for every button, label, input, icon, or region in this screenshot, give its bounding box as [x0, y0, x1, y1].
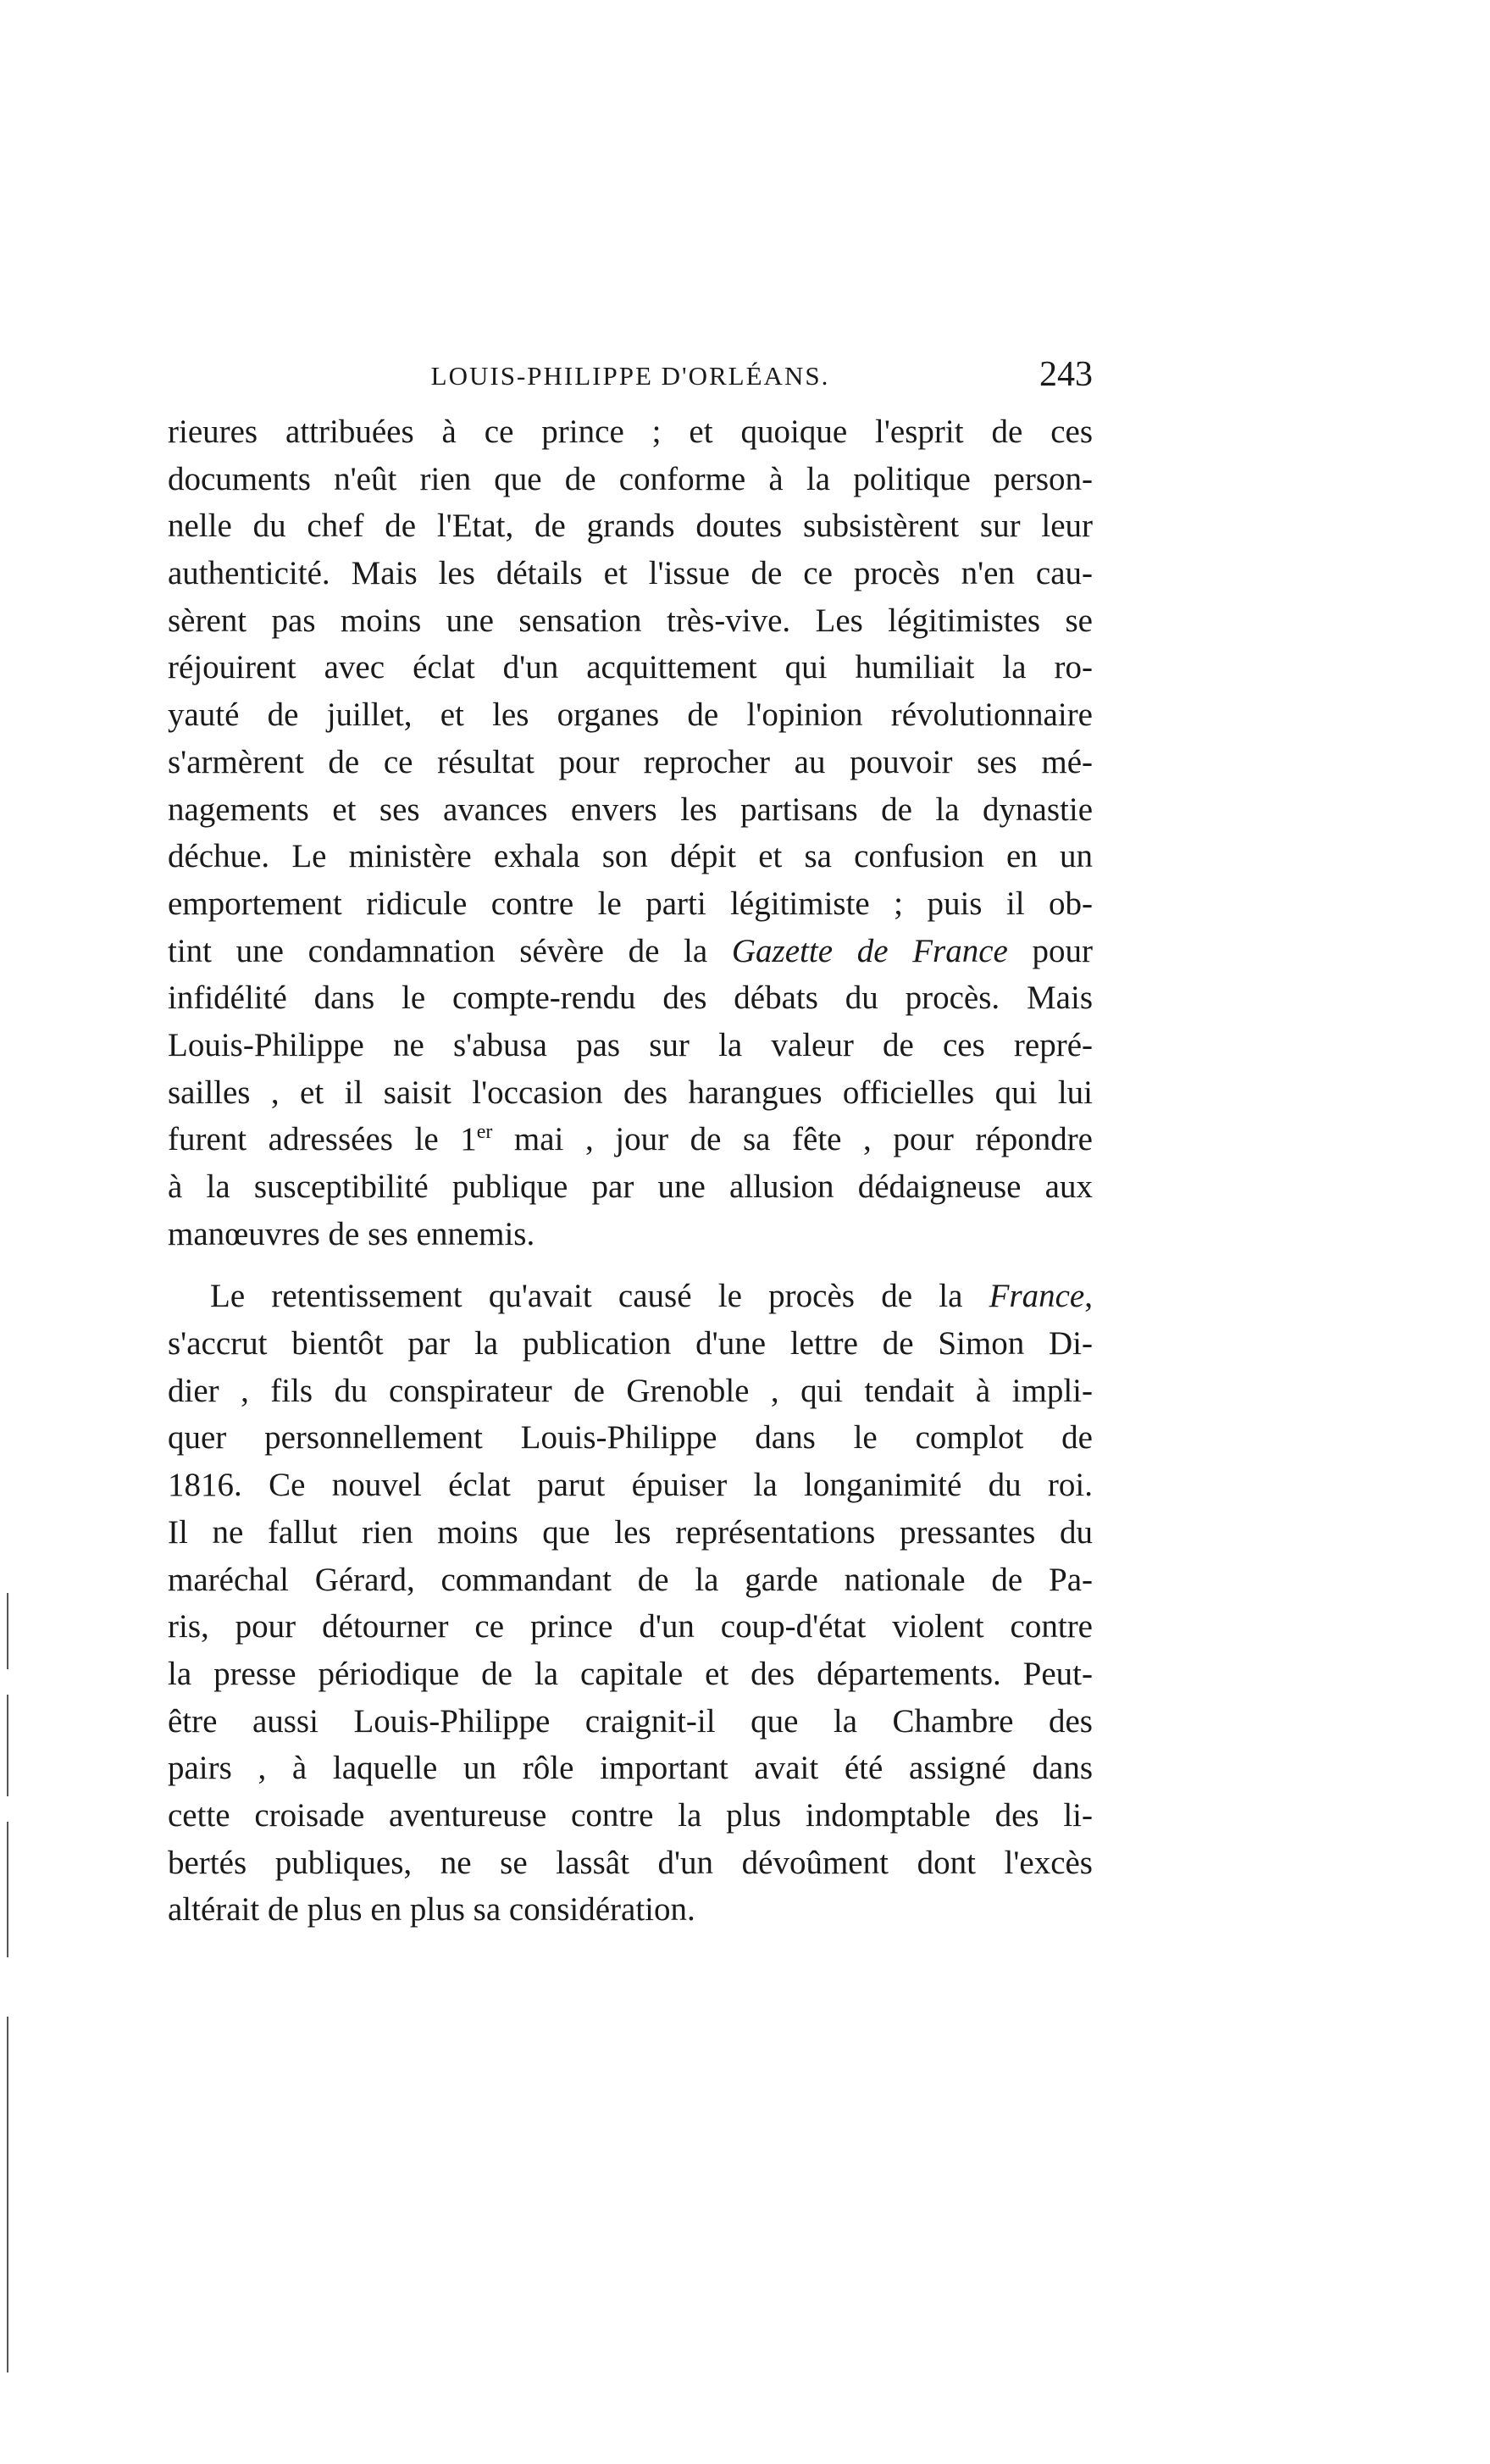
- paragraph-gap: [168, 1257, 1093, 1273]
- scan-edge-mark: [7, 1695, 8, 1796]
- text-line: être aussi Louis-Philippe craignit-il que la Chambre des: [168, 1702, 1093, 1740]
- paragraph: [168, 408, 1093, 1257]
- text-run: furent adressées le 1: [168, 1121, 477, 1158]
- running-title: LOUIS-PHILIPPE D'ORLÉANS.: [430, 361, 830, 391]
- paragraph: [168, 1273, 1093, 1934]
- text-line: [168, 1116, 1093, 1163]
- text-line: [168, 1273, 1093, 1320]
- text-line: nelle du chef de l'Etat, de grands doutes subsistèrent sur leur: [168, 508, 1093, 545]
- running-head: [168, 354, 1093, 405]
- scan-edge-mark: [7, 1822, 8, 1957]
- text-line: altérait de plus en plus sa considération.: [168, 1891, 695, 1928]
- italic-title-france: France: [989, 1278, 1085, 1315]
- text-line: bertés publiques, ne se lassât d'un dévoûment dont l'excès: [168, 1844, 1093, 1881]
- text-line: Il ne fallut rien moins que les représentations pressantes du: [168, 1513, 1093, 1551]
- text-line: déchue. Le ministère exhala son dépit et sa confusion en un: [168, 838, 1093, 875]
- scan-edge-mark: [7, 1593, 8, 1669]
- scan-edge-mark: [7, 2017, 8, 2372]
- superscript: er: [476, 1121, 493, 1144]
- text-line: authenticité. Mais les détails et l'issue de ce procès n'en cau-: [168, 555, 1093, 592]
- text-line: s'armèrent de ce résultat pour reprocher au pouvoir ses mé-: [168, 743, 1093, 780]
- text-line: manœuvres de ses ennemis.: [168, 1215, 535, 1252]
- text-line: la presse périodique de la capitale et des départements. Peut-: [168, 1655, 1093, 1692]
- text-run: ,: [1084, 1278, 1093, 1315]
- text-line: yauté de juillet, et les organes de l'opinion révolutionnaire: [168, 696, 1093, 734]
- text-run: pour: [1007, 932, 1093, 969]
- text-line: réjouirent avec éclat d'un acquittement qui humiliait la ro-: [168, 649, 1093, 686]
- text-line: cette croisade aventureuse contre la plus indomptable des li-: [168, 1796, 1093, 1834]
- body-text: [168, 408, 1093, 1934]
- text-line: documents n'eût rien que de conforme à la politique person-: [168, 460, 1093, 497]
- text-line: s'accrut bientôt par la publication d'une lettre de Simon Di-: [168, 1325, 1093, 1362]
- text-line: rieures attribuées à ce prince ; et quoique l'esprit de ces: [168, 413, 1093, 450]
- page-number: 243: [1039, 355, 1093, 394]
- text-line: sailles , et il saisit l'occasion des harangues officielles qui lui: [168, 1074, 1093, 1111]
- text-line: dier , fils du conspirateur de Grenoble , qui tendait à impli-: [168, 1372, 1093, 1409]
- italic-title-gazette: Gazette de France: [731, 932, 1008, 969]
- text-run: tint une condamnation sévère de la: [168, 932, 732, 969]
- text-run: mai , jour de sa fête , pour répondre: [492, 1121, 1093, 1158]
- text-line: maréchal Gérard, commandant de la garde nationale de Pa-: [168, 1561, 1093, 1598]
- text-line: infidélité dans le compte-rendu des débats du procès. Mais: [168, 979, 1093, 1017]
- text-line: [168, 928, 1093, 975]
- text-line: Louis-Philippe ne s'abusa pas sur la valeur de ces repré-: [168, 1026, 1093, 1063]
- text-line: à la susceptibilité publique par une allusion dédaigneuse aux: [168, 1168, 1093, 1205]
- text-line: emportement ridicule contre le parti légitimiste ; puis il ob-: [168, 885, 1093, 922]
- text-line: sèrent pas moins une sensation très-vive. Les légitimistes se: [168, 602, 1093, 639]
- text-line: 1816. Ce nouvel éclat parut épuiser la longanimité du roi.: [168, 1467, 1093, 1504]
- text-line: pairs , à laquelle un rôle important avait été assigné dans: [168, 1750, 1093, 1787]
- text-line: nagements et ses avances envers les partisans de la dynastie: [168, 791, 1093, 828]
- text-run: Le retentissement qu'avait causé le procès de la: [210, 1278, 989, 1315]
- text-line: quer personnellement Louis-Philippe dans le complot de: [168, 1419, 1093, 1457]
- text-line: ris, pour détourner ce prince d'un coup-d'état violent contre: [168, 1608, 1093, 1645]
